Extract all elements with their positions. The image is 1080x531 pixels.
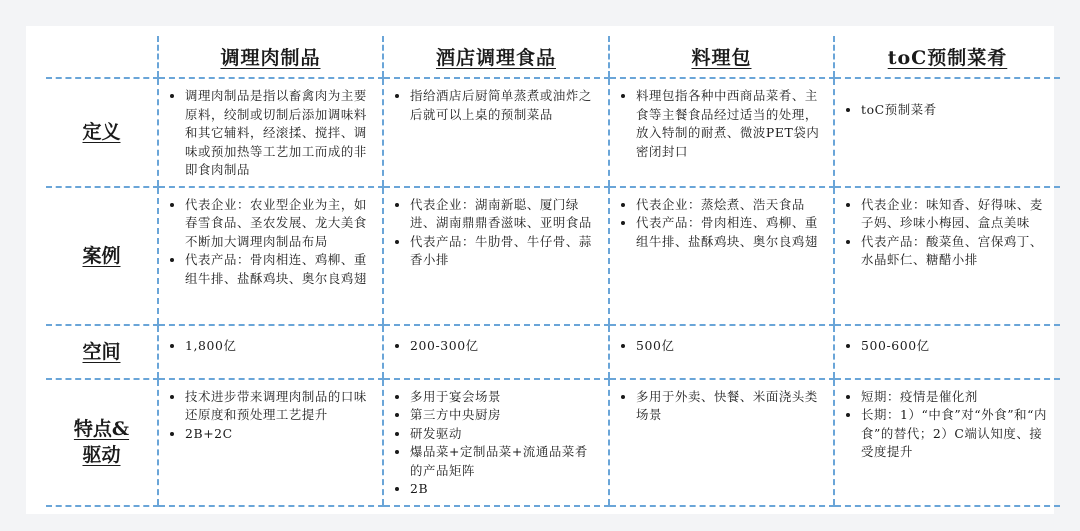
list-item: • 长期：1）“中食”对“外食”和“内食”的替代；2）C端认知度、接受度提升 [861,406,1052,462]
table-cell [834,379,1060,506]
list-item: • 短期：疫情是催化剂 [861,388,1052,407]
list-item: • 代表产品：骨肉相连、鸡柳、重组牛排、盐酥鸡块、奥尔良鸡翅 [185,251,374,288]
list-item: • 多用于宴会场景 [410,388,600,407]
list-item: • 500-600亿 [861,337,1052,356]
content-card [26,26,1054,514]
table-cell [834,78,1060,187]
row-header-definition: 定义 [46,78,158,187]
table-cell [158,379,383,506]
table-cell [383,325,609,379]
list-item: • 研发驱动 [410,425,600,444]
list-item: • 代表产品：酸菜鱼、宫保鸡丁、水晶虾仁、糖醋小排 [861,233,1052,270]
list-item: • 指给酒店后厨简单蒸煮或油炸之后就可以上桌的预制菜品 [410,87,600,124]
column-header-hotel-food: 酒店调理食品 [383,36,609,78]
table-cell [383,187,609,325]
table-cell [609,379,834,506]
table-cell [158,187,383,325]
list-item: • 料理包指各种中西商品菜肴、主食等主餐食品经过适当的处理，放入特制的耐煮、微波PET袋内密闭封口 [636,87,825,161]
row-header-cases: 案例 [46,187,158,325]
list-item: • 多用于外卖、快餐、米面浇头类场景 [636,388,825,425]
table-cell [834,187,1060,325]
column-header-prepared-meat: 调理肉制品 [158,36,383,78]
column-header-meal-pack: 料理包 [609,36,834,78]
list-item: • 调理肉制品是指以畜禽肉为主要原料，绞制或切制后添加调味料和其它辅料，经滚揉、搅拌、调味或预加热等工艺加工而成的非即食肉制品 [185,87,374,180]
list-item: • 技术进步带来调理肉制品的口味还原度和预处理工艺提升 [185,388,374,425]
row-header-features: 特点& 驱动 [46,379,158,506]
table-cell [158,325,383,379]
list-item: • 代表企业：农业型企业为主，如春雪食品、圣农发展、龙大美食不断加大调理肉制品布局 [185,196,374,252]
table-cell [158,78,383,187]
header-row [46,36,1060,78]
comparison-table [46,36,1060,507]
table-cell [609,78,834,187]
list-item: • 代表企业：味知香、好得味、麦子妈、珍味小梅园、盒点美味 [861,196,1052,233]
list-item: • 代表企业：湖南新聪、厦门绿进、湖南鼎鼎香滋味、亚明食品 [410,196,600,233]
table-cell [383,379,609,506]
list-item: • 第三方中央厨房 [410,406,600,425]
list-item: • 500亿 [636,337,825,356]
list-item: • toC预制菜肴 [861,101,1052,120]
table-cell [383,78,609,187]
list-item: • 2B+2C [185,425,374,444]
table-row-space [46,325,1060,379]
list-item: • 2B [410,480,600,499]
corner-cell [46,36,158,78]
list-item: • 代表产品：牛肋骨、牛仔骨、蒜香小排 [410,233,600,270]
table-row-definition [46,78,1060,187]
list-item: • 代表企业：蒸烩煮、浩天食品 [636,196,825,215]
row-header-space: 空间 [46,325,158,379]
list-item: • 1,800亿 [185,337,374,356]
list-item: • 200-300亿 [410,337,600,356]
table-cell [834,325,1060,379]
table-row-cases [46,187,1060,325]
list-item: • 代表产品：骨肉相连、鸡柳、重组牛排、盐酥鸡块、奥尔良鸡翅 [636,214,825,251]
table-cell [609,325,834,379]
column-header-toc-dishes: toC预制菜肴 [834,36,1060,78]
list-item: • 爆品菜+定制品菜+流通品菜肴的产品矩阵 [410,443,600,480]
table-cell [609,187,834,325]
table-row-features [46,379,1060,506]
